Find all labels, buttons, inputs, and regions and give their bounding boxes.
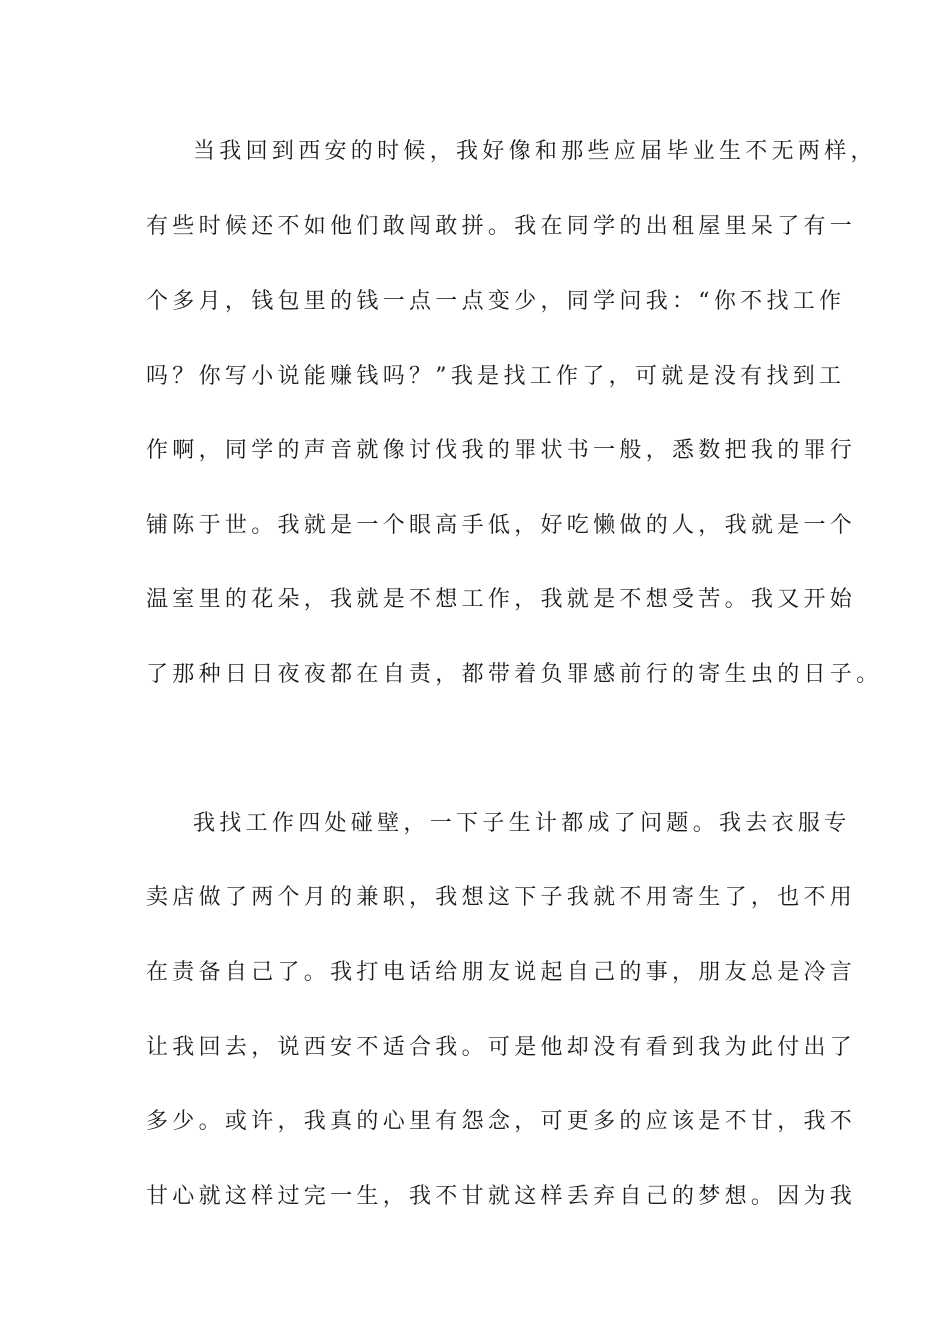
paragraph-line: 有些时候还不如他们敢闯敢拼。我在同学的出租屋里呆了有一 [146, 214, 857, 239]
paragraph-line: 甘心就这样过完一生，我不甘就这样丢弃自己的梦想。因为我 [146, 1184, 857, 1209]
paragraph-line: 当我回到西安的时候，我好像和那些应届毕业生不无两样， [193, 139, 877, 164]
paragraph-line: 多少。或许，我真的心里有怨念，可更多的应该是不甘，我不 [146, 1109, 857, 1134]
paragraph-line: 铺陈于世。我就是一个眼高手低，好吃懒做的人，我就是一个 [146, 513, 857, 538]
paragraph-line: 我找工作四处碰壁，一下子生计都成了问题。我去衣服专 [193, 811, 851, 836]
paragraph-line: 卖店做了两个月的兼职，我想这下子我就不用寄生了，也不用 [146, 885, 857, 910]
paragraph-line: 在责备自己了。我打电话给朋友说起自己的事，朋友总是冷言 [146, 960, 857, 985]
paragraph-line: 让我回去，说西安不适合我。可是他却没有看到我为此付出了 [146, 1035, 857, 1060]
paragraph-line: 温室里的花朵，我就是不想工作，我就是不想受苦。我又开始 [146, 587, 857, 612]
paragraph-line: 作啊，同学的声音就像讨伐我的罪状书一般，悉数把我的罪行 [146, 438, 857, 463]
paragraph-line: 吗？你写小说能赚钱吗？”我是找工作了，可就是没有找到工 [146, 364, 846, 389]
paragraph-line: 个多月，钱包里的钱一点一点变少，同学问我：“你不找工作 [146, 289, 846, 314]
paragraph-line: 了那种日日夜夜都在自责，都带着负罪感前行的寄生虫的日子。 [146, 662, 883, 687]
